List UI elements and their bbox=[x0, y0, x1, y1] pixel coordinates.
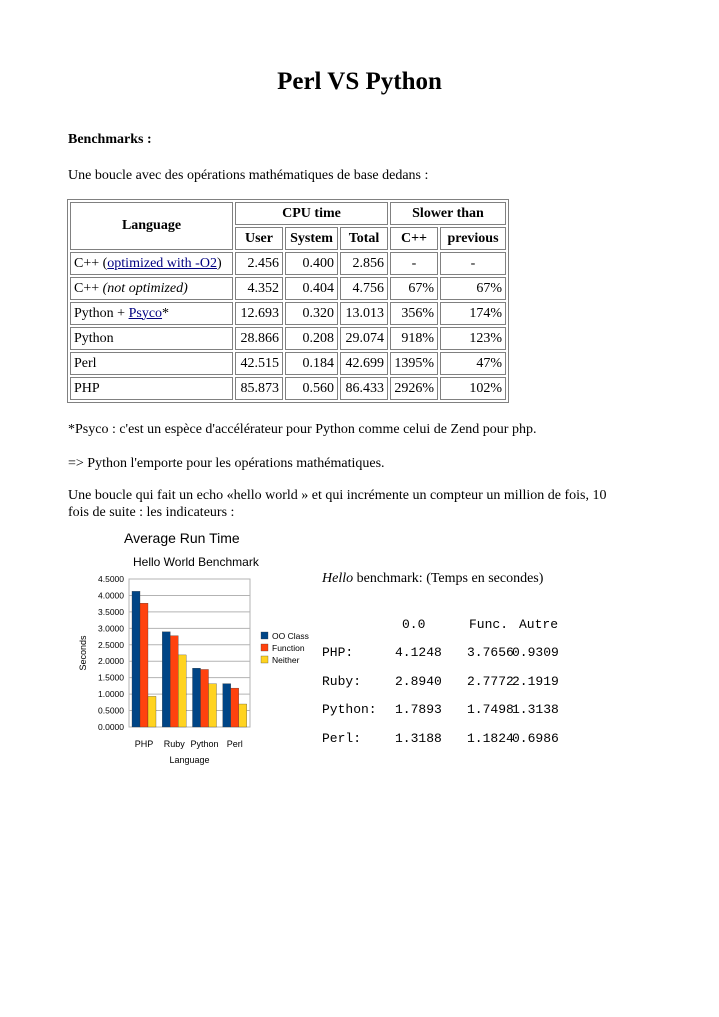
cell-cpp: 356% bbox=[390, 302, 438, 325]
cell-cpp: 1395% bbox=[390, 352, 438, 375]
cell-user: 12.693 bbox=[235, 302, 283, 325]
bar-function bbox=[201, 669, 209, 727]
section-heading: Benchmarks : bbox=[68, 132, 152, 147]
cell-user: 42.515 bbox=[235, 352, 283, 375]
cell-previous: 102% bbox=[440, 377, 506, 400]
legend-swatch bbox=[261, 656, 268, 663]
cell-system: 0.404 bbox=[285, 277, 338, 300]
cell-previous: 123% bbox=[440, 327, 506, 350]
legend-label: OO Class bbox=[272, 631, 309, 641]
row-value: 1.3188 bbox=[395, 730, 442, 746]
cell-language bbox=[70, 277, 233, 300]
header-language: Language bbox=[70, 202, 233, 250]
cell-system: 0.320 bbox=[285, 302, 338, 325]
cell-cpp: 2926% bbox=[390, 377, 438, 400]
hello-title-italic: Hello bbox=[322, 571, 354, 586]
table-row bbox=[70, 327, 506, 350]
y-tick-label: 3.0000 bbox=[98, 623, 124, 634]
cell-cpp: 67% bbox=[390, 277, 438, 300]
hello-table-title bbox=[322, 571, 543, 587]
bar-neither bbox=[209, 684, 217, 727]
row-label: PHP: bbox=[322, 645, 354, 660]
header-previous: previous bbox=[440, 227, 506, 250]
cell-language bbox=[70, 302, 233, 325]
bar-neither bbox=[178, 655, 186, 727]
header-cpp: C++ bbox=[390, 227, 438, 250]
header-system: System bbox=[285, 227, 338, 250]
hello-header: Autre bbox=[519, 617, 559, 632]
row-value: 2.7772 bbox=[467, 673, 514, 689]
cell-system: 0.184 bbox=[285, 352, 338, 375]
row-value: 0.6986 bbox=[512, 730, 559, 746]
bar-neither bbox=[239, 704, 247, 727]
table-header-row bbox=[70, 202, 506, 225]
cell-user: 28.866 bbox=[235, 327, 283, 350]
language-text: C++ ( bbox=[74, 255, 108, 271]
x-tick-label: Python bbox=[190, 739, 219, 749]
cell-total: 2.856 bbox=[340, 252, 388, 275]
language-link[interactable]: Psyco bbox=[128, 305, 163, 321]
bar-oo-class bbox=[132, 591, 140, 727]
cell-previous: 174% bbox=[440, 302, 506, 325]
intro-text: Une boucle avec des opérations mathématiques de base dedans : bbox=[68, 168, 429, 183]
bar-oo-class bbox=[162, 632, 170, 727]
bar-function bbox=[231, 688, 239, 727]
row-value: 1.1824 bbox=[467, 730, 514, 746]
cell-previous: 47% bbox=[440, 352, 506, 375]
hello-header: 0.0 bbox=[402, 617, 426, 632]
cell-total: 13.013 bbox=[340, 302, 388, 325]
table-row bbox=[70, 277, 506, 300]
language-text: PHP bbox=[74, 380, 100, 396]
cell-cpp: - bbox=[390, 252, 438, 275]
header-total: Total bbox=[340, 227, 388, 250]
x-tick-label: Perl bbox=[226, 739, 243, 749]
language-note: (not optimized) bbox=[102, 280, 188, 296]
row-label: Python: bbox=[322, 702, 377, 717]
benchmark-table bbox=[67, 199, 509, 403]
header-user: User bbox=[235, 227, 283, 250]
cell-language bbox=[70, 327, 233, 350]
row-value: 1.3138 bbox=[512, 702, 559, 717]
x-axis-label: Language bbox=[169, 755, 210, 765]
cell-previous: 67% bbox=[440, 277, 506, 300]
cell-language bbox=[70, 377, 233, 400]
table-row bbox=[70, 352, 506, 375]
language-text: C++ bbox=[74, 280, 103, 296]
legend-swatch bbox=[261, 644, 268, 651]
cell-total: 4.756 bbox=[340, 277, 388, 300]
bar-function bbox=[140, 603, 148, 727]
legend-swatch bbox=[261, 632, 268, 639]
row-value: 2.8940 bbox=[395, 673, 442, 689]
language-suffix: * bbox=[162, 305, 170, 321]
header-slower-than: Slower than bbox=[390, 202, 506, 225]
y-tick-label: 1.5000 bbox=[98, 672, 124, 683]
row-value: 1.7498 bbox=[467, 702, 514, 717]
cell-cpp: 918% bbox=[390, 327, 438, 350]
cell-language bbox=[70, 352, 233, 375]
y-tick-label: 1.0000 bbox=[98, 689, 124, 700]
row-value: 2.1919 bbox=[512, 673, 559, 689]
bar-neither bbox=[148, 696, 156, 727]
y-tick-label: 3.5000 bbox=[98, 606, 124, 617]
y-tick-label: 2.5000 bbox=[98, 639, 124, 650]
cell-user: 4.352 bbox=[235, 277, 283, 300]
hello-intro-line2: fois de suite : les indicateurs : bbox=[68, 505, 235, 520]
legend-label: Function bbox=[272, 643, 305, 653]
cell-user: 2.456 bbox=[235, 252, 283, 275]
row-label: Ruby: bbox=[322, 673, 362, 689]
x-tick-label: Ruby bbox=[163, 739, 185, 749]
y-tick-label: 2.0000 bbox=[98, 656, 124, 667]
cell-system: 0.208 bbox=[285, 327, 338, 350]
y-tick-label: 0.5000 bbox=[98, 705, 124, 716]
hello-intro-line1: Une boucle qui fait un echo «hello world » et qui incrémente un compteur un million de fois, 10 bbox=[68, 488, 607, 503]
table-row bbox=[70, 302, 506, 325]
bar-oo-class bbox=[223, 684, 231, 727]
page-title: Perl VS Python bbox=[277, 68, 442, 95]
row-value: 4.1248 bbox=[395, 645, 442, 660]
legend-label: Neither bbox=[272, 655, 300, 665]
language-text: Perl bbox=[74, 355, 97, 371]
y-axis-label: Seconds bbox=[78, 635, 88, 671]
language-text: Python bbox=[74, 330, 114, 346]
y-tick-label: 0.0000 bbox=[98, 722, 124, 732]
language-text: Python + bbox=[74, 305, 129, 321]
chart-title: Average Run Time bbox=[124, 530, 240, 546]
row-value: 0.9309 bbox=[512, 645, 559, 660]
chart-subtitle: Hello World Benchmark bbox=[133, 555, 259, 569]
y-tick-label: 4.0000 bbox=[98, 590, 124, 601]
cell-total: 42.699 bbox=[340, 352, 388, 375]
cell-total: 29.074 bbox=[340, 327, 388, 350]
hello-title-rest: benchmark: (Temps en secondes) bbox=[353, 571, 544, 586]
psyco-note: *Psyco : c'est un espèce d'accélérateur pour Python comme celui de Zend pour php. bbox=[68, 422, 537, 437]
language-link[interactable]: optimized with -O2 bbox=[107, 255, 217, 271]
x-tick-label: PHP bbox=[134, 739, 154, 749]
run-time-chart bbox=[68, 527, 318, 772]
hello-header: Func. bbox=[469, 617, 509, 632]
cell-language bbox=[70, 252, 233, 275]
conclusion-text: => Python l'emporte pour les opérations mathématiques. bbox=[68, 456, 385, 471]
bar-oo-class bbox=[193, 668, 201, 727]
cell-previous: - bbox=[440, 252, 506, 275]
row-label: Perl: bbox=[322, 730, 362, 746]
cell-system: 0.560 bbox=[285, 377, 338, 400]
bar-function bbox=[170, 636, 178, 727]
language-suffix: ) bbox=[216, 255, 222, 271]
y-tick-label: 4.5000 bbox=[98, 574, 124, 584]
cell-system: 0.400 bbox=[285, 252, 338, 275]
table-row bbox=[70, 252, 506, 275]
cell-user: 85.873 bbox=[235, 377, 283, 400]
row-value: 1.7893 bbox=[395, 702, 442, 717]
table-row bbox=[70, 377, 506, 400]
cell-total: 86.433 bbox=[340, 377, 388, 400]
header-cpu-time: CPU time bbox=[235, 202, 388, 225]
row-value: 3.7656 bbox=[467, 645, 514, 660]
